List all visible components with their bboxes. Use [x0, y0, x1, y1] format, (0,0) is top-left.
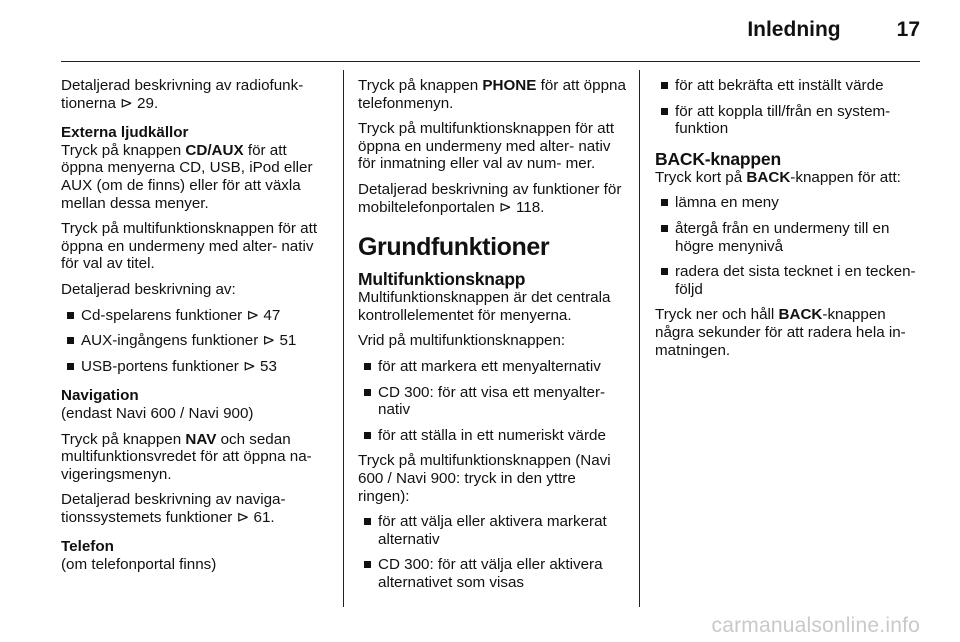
column-3 — [655, 77, 921, 367]
back-long-press-paragraph: Tryck ner och håll BACK-knappen några sekunder för att radera hela in- matningen. — [655, 306, 906, 359]
external-sources-heading: Externa ljudkällor — [61, 124, 189, 142]
cd-aux-key: CD/AUX — [185, 141, 244, 159]
list-item: för att välja eller aktivera markerat alternativ — [358, 513, 626, 548]
press-knob-list — [358, 513, 626, 591]
nav-key: NAV — [185, 430, 217, 448]
press-knob-paragraph: Tryck på multifunktionsknappen (Navi 600 / Navi 900: tryck in den yttre ringen): — [358, 452, 611, 505]
phone-note: (om telefonportal finns) — [61, 556, 217, 574]
detail-description-paragraph: Detaljerad beskrivning av: — [61, 280, 236, 298]
back-key: BACK — [778, 306, 823, 324]
section-title: Grundfunktioner — [358, 233, 550, 262]
list-item: AUX-ingångens funktioner ⊳ 51 — [61, 332, 327, 350]
back-key: BACK — [746, 168, 791, 186]
multifunction-intro: Multifunktionsknappen är det centrala kontrollelementet för menyerna. — [358, 289, 611, 324]
title-submenu-paragraph: Tryck på multifunktionsknappen för att öppna en undermeny med alter- nativ för val av titel. — [61, 220, 318, 273]
list-item: radera det sista tecknet i en tecken- följd — [655, 263, 921, 298]
turn-knob-list — [358, 358, 626, 444]
list-item: CD 300: för att välja eller aktivera alternativet som visas — [358, 556, 626, 591]
phone-submenu-paragraph: Tryck på multifunktionsknappen för att öppna en undermeny med alter- nativ för inmatning eller val av num- mer. — [358, 120, 615, 173]
navigation-heading: Navigation — [61, 387, 139, 405]
page-title: Inledning — [747, 18, 841, 41]
nav-key-paragraph: Tryck på knappen NAV och sedan multifunktionsvredet för att öppna na- vigeringsmenyn. — [61, 430, 312, 483]
list-item: för att ställa in ett numeriskt värde — [358, 427, 626, 445]
list-item: lämna en meny — [655, 194, 921, 212]
press-knob-list-continued — [655, 77, 921, 138]
phone-heading: Telefon — [61, 538, 114, 556]
list-item: för att bekräfta ett inställt värde — [655, 77, 921, 95]
multifunction-heading: Multifunktionsknapp — [358, 269, 526, 290]
list-item: för att koppla till/från en system- funktion — [655, 103, 921, 138]
header-rule — [61, 61, 920, 62]
column-divider-2 — [639, 70, 640, 607]
page-header — [747, 18, 920, 42]
phone-key-paragraph: Tryck på knappen PHONE för att öppna telefonmenyn. — [358, 77, 626, 112]
column-divider-1 — [343, 70, 344, 607]
cd-aux-paragraph: Tryck på knappen CD/AUX för att öppna menyerna CD, USB, iPod eller AUX (om de finns) eller för att växla mellan dessa menyer. — [61, 141, 313, 212]
list-item: för att markera ett menyalternativ — [358, 358, 626, 376]
radio-ref-paragraph: Detaljerad beskrivning av radiofunk- tionerna ⊳ 29. — [61, 77, 304, 112]
page-number: 17 — [896, 18, 920, 41]
phone-key: PHONE — [482, 77, 537, 94]
back-short-press-paragraph: Tryck kort på BACK-knappen för att: — [655, 168, 901, 186]
list-item: Cd-spelarens funktioner ⊳ 47 — [61, 307, 327, 325]
navigation-note: (endast Navi 600 / Navi 900) — [61, 404, 254, 422]
watermark: carmanualsonline.info — [711, 614, 920, 637]
column-2 — [358, 77, 626, 599]
column-1 — [61, 77, 327, 582]
turn-knob-paragraph: Vrid på multifunktionsknappen: — [358, 332, 566, 350]
phone-detail-paragraph: Detaljerad beskrivning av funktioner för mobiltelefonportalen ⊳ 118. — [358, 180, 622, 216]
list-item: återgå från en undermeny till en högre menynivå — [655, 220, 921, 255]
back-button-heading: BACK-knappen — [655, 148, 781, 169]
list-item: USB-portens funktioner ⊳ 53 — [61, 358, 327, 376]
external-functions-list — [61, 307, 327, 376]
nav-detail-paragraph: Detaljerad beskrivning av naviga- tionssystemets funktioner ⊳ 61. — [61, 491, 286, 526]
back-functions-list — [655, 194, 921, 298]
list-item: CD 300: för att visa ett menyalter- nativ — [358, 384, 626, 419]
